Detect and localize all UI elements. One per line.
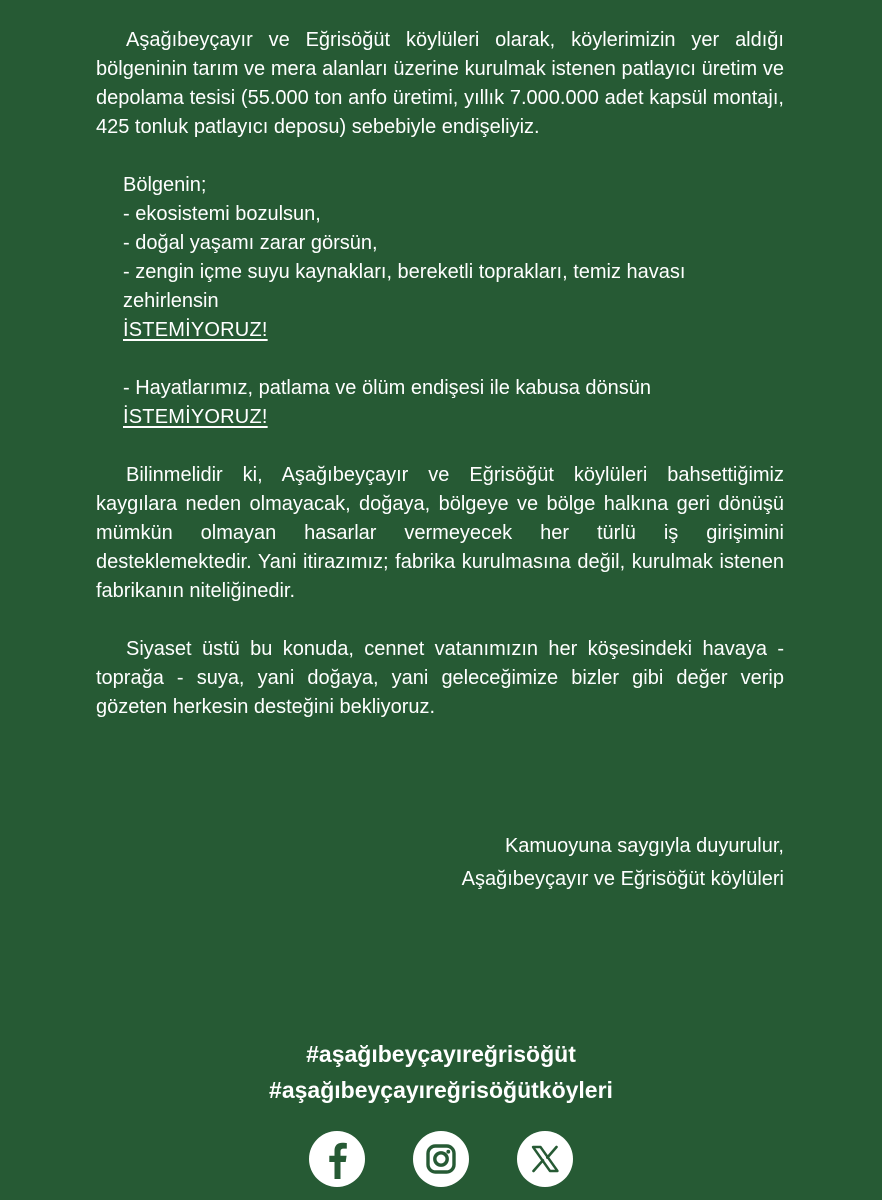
demands-list: [96, 171, 784, 432]
list-item: - doğal yaşamı zarar görsün,: [123, 232, 378, 254]
signature-line: Aşağıbeyçayır ve Eğrisöğüt köylüleri: [461, 868, 784, 890]
statement-body: [96, 26, 784, 722]
hashtags: [0, 1036, 882, 1108]
instagram-icon[interactable]: [413, 1131, 469, 1187]
hashtag[interactable]: #aşağıbeyçayıreğrisöğüt: [306, 1041, 576, 1067]
signature: [462, 830, 784, 896]
social-links: [0, 1131, 882, 1187]
intro-paragraph: Aşağıbeyçayır ve Eğrisöğüt köylüleri olarak, köylerimizin yer aldığı bölgeninin tarım ve mera alanları üzerine kurulmak istenen patlayıcı üretim ve depolama tesisi (55.000 ton anfo üretimi, yıllık 7.000.000 adet kapsül montajı, 425 tonluk patlayıcı deposu) sebebiyle endişeliyiz.: [96, 29, 784, 138]
hashtag[interactable]: #aşağıbeyçayıreğrisöğütköyleri: [269, 1077, 613, 1103]
list-item: - ekosistemi bozulsun,: [123, 203, 321, 225]
list-item: - zengin içme suyu kaynakları, bereketli toprakları, temiz havası zehirlensin: [123, 261, 686, 312]
clarification-paragraph: Bilinmelidir ki, Aşağıbeyçayır ve Eğrisöğüt köylüleri bahsettiğimiz kaygılara neden olmayacak, doğaya, bölgeye ve bölge halkına geri dönüşü mümkün olmayan hasarlar vermeyecek her türlü iş girişimini desteklemektedir. Yani itirazımız; fabrika kurulmasına değil, kurulmak istenen fabrikanın niteliğinedir.: [96, 464, 784, 602]
emphasis-refusal: İSTEMİYORUZ!: [123, 406, 268, 428]
facebook-icon[interactable]: [309, 1131, 365, 1187]
list-intro: Bölgenin;: [123, 174, 207, 196]
x-icon[interactable]: [517, 1131, 573, 1187]
signature-line: Kamuoyuna saygıyla duyurulur,: [504, 835, 784, 857]
support-paragraph: Siyaset üstü bu konuda, cennet vatanımızın her köşesindeki havaya - toprağa - suya, yani doğaya, yani geleceğimize bizler gibi değer verip gözeten herkesin desteğini bekliyoruz.: [96, 638, 784, 718]
emphasis-refusal: İSTEMİYORUZ!: [123, 319, 268, 341]
list-item: - Hayatlarımız, patlama ve ölüm endişesi ile kabusa dönsün: [123, 377, 652, 399]
